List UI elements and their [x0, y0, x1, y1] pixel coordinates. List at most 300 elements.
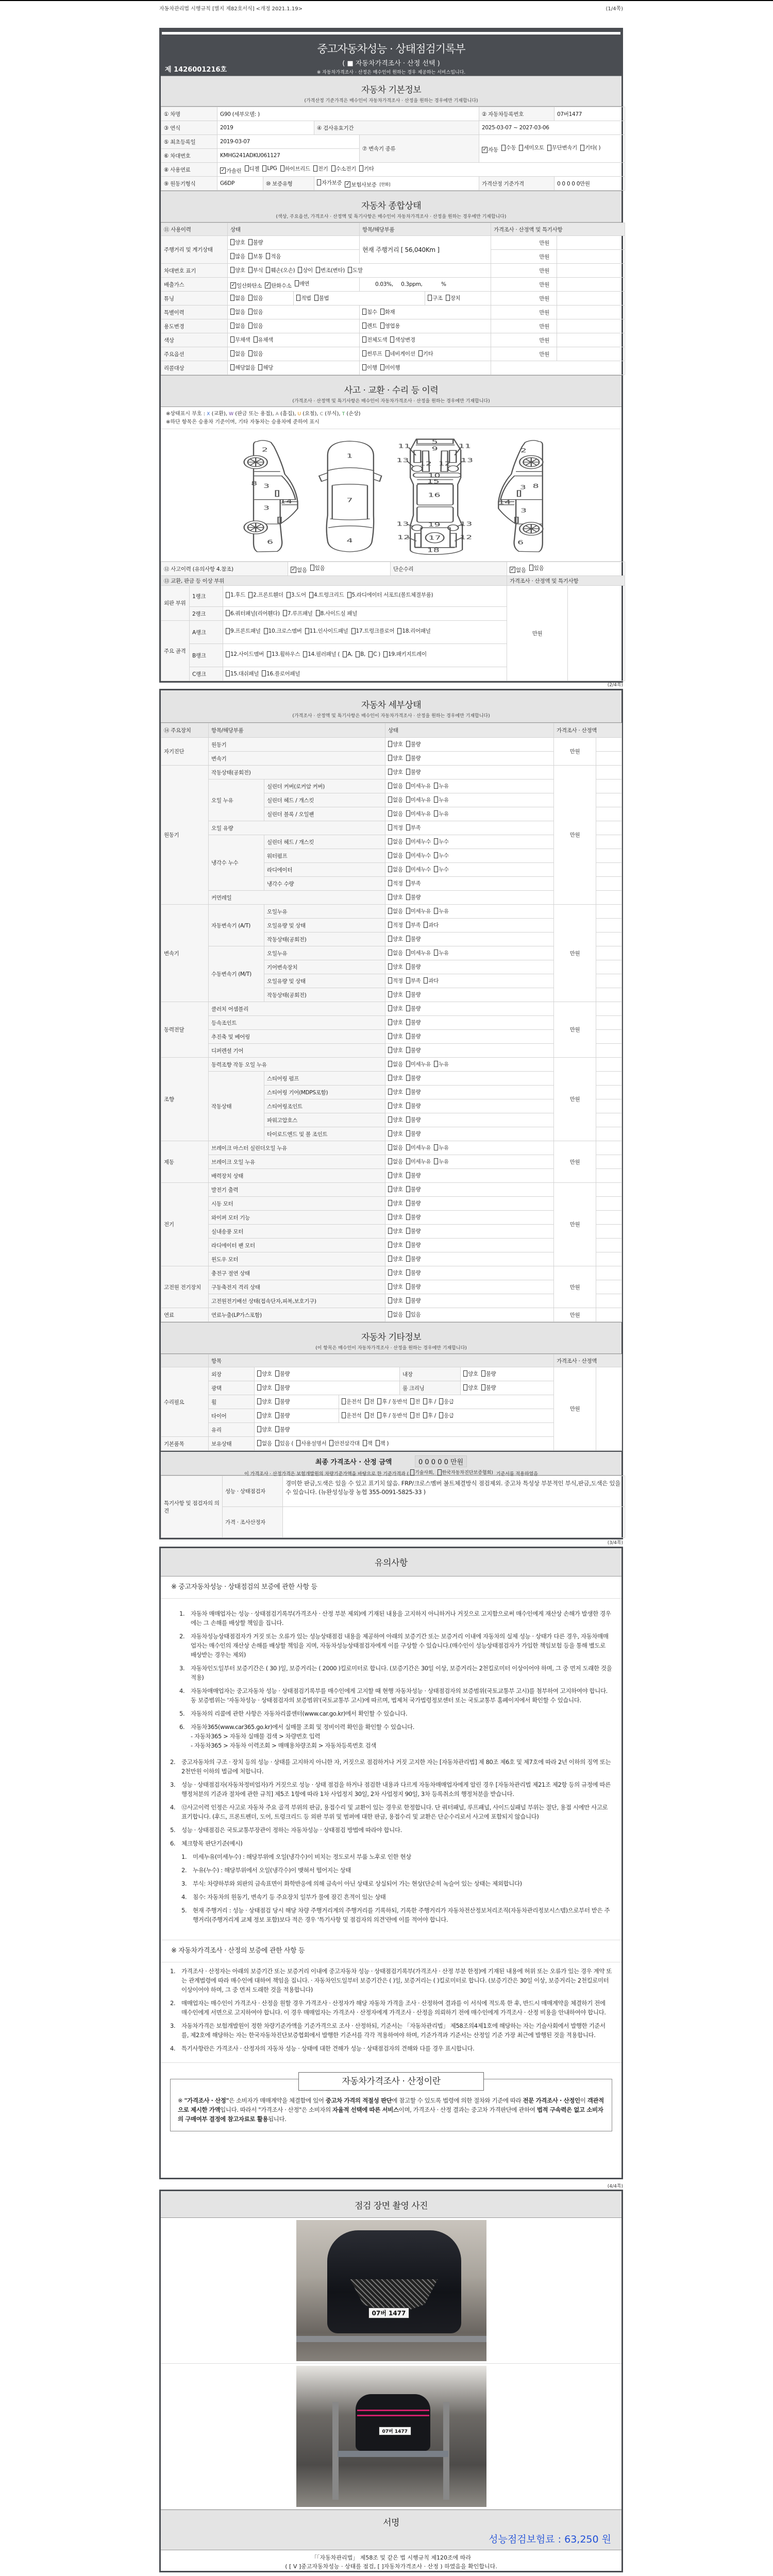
price-note[interactable]	[596, 1280, 622, 1294]
checkbox-icon[interactable]	[434, 1144, 438, 1150]
checkbox-icon[interactable]	[257, 1370, 261, 1377]
checkbox-icon[interactable]	[406, 963, 410, 970]
price-note[interactable]	[596, 863, 622, 877]
checkbox-option[interactable]	[519, 143, 544, 153]
checkbox-option[interactable]	[388, 1255, 403, 1263]
price-note[interactable]	[596, 1239, 622, 1252]
checkbox-option[interactable]	[406, 768, 421, 776]
price-note[interactable]	[596, 1086, 622, 1099]
checkbox-option[interactable]	[380, 308, 395, 316]
checkbox-option[interactable]	[406, 1130, 421, 1138]
checkbox-icon[interactable]	[347, 592, 351, 598]
checkbox-icon[interactable]	[230, 350, 234, 357]
checkbox-icon[interactable]	[377, 1412, 381, 1418]
checkbox-option[interactable]	[434, 866, 449, 873]
checkbox-option[interactable]	[406, 1060, 431, 1068]
checkbox-icon[interactable]	[230, 309, 234, 315]
checkbox-option[interactable]	[388, 838, 403, 845]
checkbox-option[interactable]	[377, 1398, 407, 1405]
checkbox-icon[interactable]	[343, 651, 347, 657]
checkbox-icon[interactable]	[380, 309, 384, 315]
checkbox-option[interactable]	[388, 754, 403, 762]
checkbox-option[interactable]	[248, 322, 263, 330]
checkbox-icon[interactable]	[342, 1398, 346, 1404]
checkbox-icon[interactable]	[388, 1130, 392, 1137]
checkbox-option[interactable]	[406, 1283, 421, 1291]
checkbox-option[interactable]	[266, 266, 295, 274]
checkbox-icon[interactable]	[388, 991, 392, 997]
checkbox-option[interactable]	[248, 239, 263, 246]
checkbox-option[interactable]	[388, 1116, 403, 1124]
checkbox-icon[interactable]	[580, 145, 584, 151]
checkbox-option[interactable]	[230, 252, 245, 260]
checkbox-icon[interactable]	[388, 922, 392, 928]
checkbox-icon[interactable]	[481, 1384, 485, 1391]
checkbox-option[interactable]	[388, 1213, 403, 1221]
checkbox-icon[interactable]	[362, 309, 366, 315]
checkbox-option[interactable]	[406, 1116, 421, 1124]
checkbox-option[interactable]	[368, 650, 380, 659]
checkbox-icon[interactable]	[434, 783, 438, 789]
checkbox-option[interactable]	[406, 991, 421, 998]
checkbox-option[interactable]	[230, 282, 262, 290]
price-note[interactable]	[596, 974, 622, 988]
checkbox-option[interactable]	[406, 1255, 421, 1263]
checkbox-icon[interactable]	[230, 239, 234, 245]
checkbox-icon[interactable]	[406, 1186, 410, 1192]
checkbox-icon[interactable]	[351, 628, 356, 634]
checkbox-icon[interactable]	[388, 1089, 392, 1095]
checkbox-icon[interactable]	[388, 852, 392, 858]
checkbox-option[interactable]	[406, 810, 431, 818]
price-note[interactable]	[596, 946, 622, 960]
checkbox-icon[interactable]	[388, 1158, 392, 1164]
checkbox-icon[interactable]	[388, 936, 392, 942]
checkbox-icon[interactable]	[362, 350, 366, 357]
checkbox-icon[interactable]	[275, 1384, 279, 1391]
checkbox-option[interactable]	[424, 921, 439, 929]
checkbox-option[interactable]	[254, 336, 274, 344]
checkbox-option[interactable]	[463, 1384, 478, 1392]
checkbox-option[interactable]	[388, 810, 403, 818]
checkbox-option[interactable]	[316, 266, 345, 274]
checked-box-icon[interactable]: ✓	[291, 567, 296, 572]
checkbox-icon[interactable]	[248, 239, 253, 245]
checkbox-option[interactable]	[230, 322, 245, 330]
checkbox-option[interactable]	[406, 907, 431, 915]
checkbox-icon[interactable]	[406, 838, 410, 844]
checkbox-option[interactable]	[226, 650, 264, 659]
checkbox-icon[interactable]	[388, 950, 392, 956]
checkbox-icon[interactable]	[406, 810, 410, 817]
checkbox-option[interactable]	[406, 893, 421, 901]
checkbox-option[interactable]	[245, 165, 260, 173]
checkbox-icon[interactable]	[248, 267, 253, 273]
checkbox-option[interactable]	[397, 627, 430, 636]
checkbox-option[interactable]	[291, 566, 307, 574]
checkbox-option[interactable]	[424, 977, 439, 985]
checkbox-icon[interactable]	[342, 1412, 346, 1418]
checkbox-option[interactable]	[275, 1398, 290, 1405]
checkbox-icon[interactable]	[248, 592, 253, 598]
checkbox-option[interactable]	[580, 143, 600, 153]
checkbox-icon[interactable]	[388, 1311, 392, 1317]
inspection-photo-rear[interactable]	[296, 2366, 486, 2507]
checkbox-option[interactable]	[313, 165, 328, 173]
price-note[interactable]	[557, 264, 625, 278]
checkbox-icon[interactable]	[388, 783, 392, 789]
checkbox-option[interactable]	[388, 893, 403, 901]
checkbox-option[interactable]	[230, 350, 245, 358]
checkbox-icon[interactable]	[406, 1047, 410, 1053]
checkbox-option[interactable]	[226, 591, 245, 600]
checkbox-option[interactable]	[388, 1074, 403, 1082]
checkbox-option[interactable]	[365, 1412, 375, 1419]
checkbox-icon[interactable]	[388, 1061, 392, 1067]
checkbox-icon[interactable]	[424, 922, 428, 928]
checkbox-option[interactable]	[406, 1074, 421, 1082]
checkbox-icon[interactable]	[388, 1283, 392, 1290]
checkbox-option[interactable]	[383, 650, 427, 659]
checkbox-icon[interactable]	[362, 364, 366, 370]
checkbox-icon[interactable]	[314, 295, 318, 301]
checkbox-icon[interactable]	[388, 1144, 392, 1150]
checkbox-option[interactable]	[434, 838, 449, 845]
checkbox-option[interactable]	[434, 1060, 449, 1068]
checkbox-option[interactable]	[296, 294, 311, 302]
checkbox-option[interactable]	[388, 921, 403, 929]
checkbox-option[interactable]	[388, 963, 403, 971]
checkbox-option[interactable]	[438, 1469, 493, 1476]
price-note[interactable]	[596, 1030, 622, 1044]
checkbox-icon[interactable]	[226, 592, 230, 598]
price-note[interactable]	[596, 877, 622, 891]
checkbox-option[interactable]	[446, 294, 461, 302]
price-note[interactable]	[596, 1225, 622, 1239]
checked-box-icon[interactable]: ✓	[510, 567, 515, 572]
checkbox-option[interactable]	[267, 650, 300, 659]
checkbox-option[interactable]	[481, 1370, 496, 1378]
price-note[interactable]	[596, 1127, 622, 1141]
checkbox-option[interactable]	[362, 322, 377, 330]
checkbox-icon[interactable]	[230, 336, 234, 343]
checkbox-option[interactable]	[343, 650, 352, 659]
checkbox-icon[interactable]	[388, 1256, 392, 1262]
checkbox-icon[interactable]	[365, 1398, 369, 1404]
checkbox-icon[interactable]	[226, 610, 230, 616]
checkbox-icon[interactable]	[365, 1412, 369, 1418]
checkbox-icon[interactable]	[388, 741, 392, 747]
checkbox-option[interactable]	[388, 1269, 403, 1277]
checkbox-icon[interactable]	[230, 323, 234, 329]
checkbox-option[interactable]	[296, 1439, 326, 1447]
checkbox-icon[interactable]	[406, 783, 410, 789]
checkbox-icon[interactable]	[397, 628, 401, 634]
checkbox-option[interactable]	[388, 1032, 403, 1040]
checkbox-option[interactable]	[377, 1412, 407, 1419]
checkbox-icon[interactable]	[446, 295, 450, 301]
checkbox-icon[interactable]	[463, 1370, 467, 1377]
checkbox-option[interactable]	[406, 796, 431, 804]
checkbox-icon[interactable]	[410, 1398, 414, 1404]
checkbox-icon[interactable]	[254, 336, 258, 343]
checkbox-option[interactable]	[406, 1046, 421, 1054]
checkbox-option[interactable]	[257, 1398, 272, 1405]
checkbox-option[interactable]	[406, 1019, 421, 1026]
checkbox-icon[interactable]	[406, 894, 410, 900]
checkbox-icon[interactable]	[262, 165, 266, 172]
checkbox-icon[interactable]	[388, 796, 392, 803]
checkbox-icon[interactable]	[348, 267, 352, 273]
checkbox-icon[interactable]	[406, 1061, 410, 1067]
checkbox-icon[interactable]	[303, 651, 307, 657]
checkbox-option[interactable]	[406, 1199, 421, 1207]
checkbox-icon[interactable]	[248, 323, 253, 329]
checkbox-icon[interactable]	[406, 1019, 410, 1025]
price-note[interactable]	[596, 1072, 622, 1086]
checkbox-icon[interactable]	[434, 866, 438, 872]
checkbox-icon[interactable]	[406, 1144, 410, 1150]
checkbox-option[interactable]	[347, 591, 433, 600]
checkbox-icon[interactable]	[434, 908, 438, 914]
checkbox-icon[interactable]	[406, 1283, 410, 1290]
checkbox-icon[interactable]	[406, 1116, 410, 1123]
checkbox-icon[interactable]	[296, 1440, 300, 1446]
checkbox-icon[interactable]	[226, 628, 230, 634]
checkbox-option[interactable]	[410, 1469, 434, 1476]
checkbox-icon[interactable]	[275, 1426, 279, 1432]
checkbox-option[interactable]	[388, 991, 403, 998]
price-note[interactable]	[557, 250, 625, 264]
checkbox-option[interactable]	[388, 1130, 403, 1138]
price-note[interactable]	[596, 1169, 622, 1183]
checkbox-option[interactable]	[342, 1412, 362, 1419]
checkbox-icon[interactable]	[388, 1269, 392, 1276]
checkbox-option[interactable]	[275, 1412, 290, 1419]
checkbox-icon[interactable]	[406, 1089, 410, 1095]
checkbox-option[interactable]	[406, 921, 421, 929]
checkbox-icon[interactable]	[316, 267, 320, 273]
checkbox-icon[interactable]	[406, 1228, 410, 1234]
checkbox-icon[interactable]	[406, 991, 410, 997]
checkbox-option[interactable]	[266, 252, 281, 260]
checkbox-option[interactable]	[257, 1370, 272, 1378]
checkbox-option[interactable]	[248, 266, 263, 274]
checkbox-option[interactable]	[230, 364, 255, 371]
checkbox-option[interactable]	[406, 949, 431, 957]
checkbox-option[interactable]	[331, 165, 356, 173]
checkbox-option[interactable]	[262, 670, 300, 677]
checkbox-option[interactable]	[406, 935, 421, 943]
checkbox-icon[interactable]	[410, 1412, 414, 1418]
checkbox-option[interactable]	[348, 266, 363, 274]
checkbox-icon[interactable]	[406, 1005, 410, 1011]
checkbox-option[interactable]	[362, 364, 377, 371]
checked-box-icon[interactable]: ✓	[221, 167, 225, 173]
checkbox-option[interactable]	[264, 627, 302, 636]
checkbox-icon[interactable]	[257, 1384, 261, 1391]
price-note[interactable]	[596, 1197, 622, 1211]
checkbox-option[interactable]	[305, 627, 348, 636]
checkbox-icon[interactable]	[230, 253, 234, 259]
checkbox-option[interactable]	[406, 1227, 421, 1235]
checked-box-icon[interactable]: ✓	[265, 282, 270, 288]
checkbox-icon[interactable]	[434, 796, 438, 803]
checkbox-option[interactable]	[406, 1241, 421, 1249]
checkbox-option[interactable]	[226, 609, 280, 617]
price-note[interactable]	[596, 1141, 622, 1155]
price-note[interactable]	[596, 849, 622, 863]
price-note[interactable]	[596, 1266, 622, 1280]
checkbox-icon[interactable]	[275, 1370, 279, 1377]
checkbox-icon[interactable]	[388, 1047, 392, 1053]
inspection-photo-front[interactable]	[296, 2220, 486, 2361]
checkbox-icon[interactable]	[275, 1440, 279, 1446]
checkbox-icon[interactable]	[501, 145, 506, 151]
checkbox-option[interactable]	[406, 1185, 421, 1193]
checkbox-option[interactable]	[345, 181, 376, 189]
checkbox-icon[interactable]	[418, 350, 423, 357]
checkbox-option[interactable]	[388, 1199, 403, 1207]
checkbox-option[interactable]	[388, 1283, 403, 1291]
checkbox-option[interactable]	[434, 949, 449, 957]
price-note[interactable]	[596, 905, 622, 919]
checkbox-icon[interactable]	[362, 323, 366, 329]
checkbox-option[interactable]	[388, 796, 403, 804]
checkbox-option[interactable]	[501, 143, 516, 153]
checkbox-option[interactable]	[230, 266, 245, 274]
checkbox-option[interactable]	[257, 1439, 272, 1447]
price-note[interactable]	[596, 933, 622, 946]
checkbox-icon[interactable]	[257, 1440, 261, 1446]
checkbox-option[interactable]	[406, 1269, 421, 1277]
checkbox-option[interactable]	[388, 1158, 403, 1165]
checkbox-option[interactable]	[406, 977, 421, 985]
checkbox-icon[interactable]	[481, 1370, 485, 1377]
checkbox-icon[interactable]	[388, 1214, 392, 1220]
checkbox-option[interactable]	[406, 1005, 421, 1012]
checkbox-icon[interactable]	[406, 1256, 410, 1262]
checkbox-option[interactable]	[230, 308, 245, 316]
checkbox-option[interactable]	[439, 1398, 454, 1405]
price-note[interactable]	[557, 292, 625, 306]
checkbox-option[interactable]	[406, 824, 421, 832]
checkbox-option[interactable]	[275, 1426, 290, 1433]
checkbox-icon[interactable]	[388, 824, 392, 831]
checkbox-option[interactable]	[388, 1172, 403, 1179]
checkbox-option[interactable]	[316, 609, 358, 617]
checkbox-icon[interactable]	[262, 670, 266, 676]
checkbox-option[interactable]	[388, 935, 403, 943]
checkbox-icon[interactable]	[329, 1440, 333, 1446]
checkbox-option[interactable]	[248, 252, 263, 260]
checkbox-icon[interactable]	[423, 1398, 427, 1404]
checkbox-option[interactable]	[230, 336, 250, 344]
checkbox-option[interactable]	[351, 627, 395, 636]
price-note[interactable]	[596, 821, 622, 835]
checkbox-option[interactable]	[423, 1412, 436, 1419]
checkbox-option[interactable]	[388, 1297, 403, 1304]
checkbox-icon[interactable]	[406, 755, 410, 761]
checkbox-icon[interactable]	[267, 651, 271, 657]
checkbox-icon[interactable]	[388, 838, 392, 844]
price-note[interactable]	[596, 807, 622, 821]
checkbox-icon[interactable]	[388, 963, 392, 970]
checkbox-option[interactable]	[380, 322, 400, 330]
price-note[interactable]	[596, 1099, 622, 1113]
checkbox-option[interactable]	[248, 308, 263, 316]
checkbox-option[interactable]	[423, 1398, 436, 1405]
checkbox-option[interactable]	[388, 1185, 403, 1193]
checkbox-icon[interactable]	[388, 1186, 392, 1192]
checkbox-option[interactable]	[298, 266, 313, 274]
checkbox-option[interactable]	[283, 609, 313, 617]
checkbox-option[interactable]	[388, 1102, 403, 1110]
checkbox-option[interactable]	[385, 350, 415, 358]
checkbox-icon[interactable]	[283, 610, 287, 616]
checkbox-icon[interactable]	[406, 1242, 410, 1248]
checkbox-icon[interactable]	[388, 894, 392, 900]
checkbox-icon[interactable]	[406, 796, 410, 803]
price-note[interactable]	[596, 752, 622, 766]
checkbox-icon[interactable]	[226, 651, 230, 657]
checkbox-option[interactable]	[406, 838, 431, 845]
checkbox-icon[interactable]	[434, 950, 438, 956]
price-note[interactable]	[596, 1002, 622, 1016]
checkbox-option[interactable]	[388, 907, 403, 915]
checkbox-icon[interactable]	[529, 565, 533, 571]
checkbox-option[interactable]	[388, 1088, 403, 1096]
checkbox-option[interactable]	[434, 1144, 449, 1151]
checkbox-icon[interactable]	[428, 295, 432, 301]
checkbox-option[interactable]	[547, 143, 577, 153]
price-note[interactable]	[596, 1183, 622, 1197]
checkbox-option[interactable]	[434, 907, 449, 915]
checkbox-option[interactable]	[482, 145, 498, 155]
price-note[interactable]	[596, 988, 622, 1002]
checkbox-icon[interactable]	[406, 852, 410, 858]
checkbox-option[interactable]	[406, 1213, 421, 1221]
checkbox-option[interactable]	[275, 1439, 294, 1447]
checkbox-icon[interactable]	[406, 922, 410, 928]
checkbox-icon[interactable]	[388, 1172, 392, 1178]
checkbox-option[interactable]	[275, 1384, 290, 1392]
checkbox-icon[interactable]	[519, 145, 523, 151]
price-note[interactable]	[596, 1016, 622, 1030]
checkbox-option[interactable]	[481, 1384, 496, 1392]
price-note[interactable]	[596, 1113, 622, 1127]
price-note[interactable]	[596, 1294, 622, 1308]
checkbox-option[interactable]	[376, 1439, 389, 1447]
checkbox-icon[interactable]	[313, 165, 317, 172]
price-note[interactable]	[568, 586, 625, 681]
checkbox-icon[interactable]	[385, 350, 390, 357]
checkbox-icon[interactable]	[380, 364, 384, 370]
checkbox-icon[interactable]	[406, 908, 410, 914]
checkbox-icon[interactable]	[406, 1158, 410, 1164]
checkbox-icon[interactable]	[230, 295, 234, 301]
checkbox-option[interactable]	[406, 754, 421, 762]
checkbox-option[interactable]	[230, 239, 245, 246]
checkbox-option[interactable]	[317, 179, 342, 187]
checkbox-option[interactable]	[356, 650, 365, 659]
checkbox-icon[interactable]	[388, 1033, 392, 1039]
price-note[interactable]	[596, 793, 622, 807]
price-note[interactable]	[596, 779, 622, 793]
checkbox-option[interactable]	[406, 782, 431, 790]
price-note[interactable]	[557, 333, 625, 347]
checkbox-option[interactable]	[265, 282, 291, 290]
